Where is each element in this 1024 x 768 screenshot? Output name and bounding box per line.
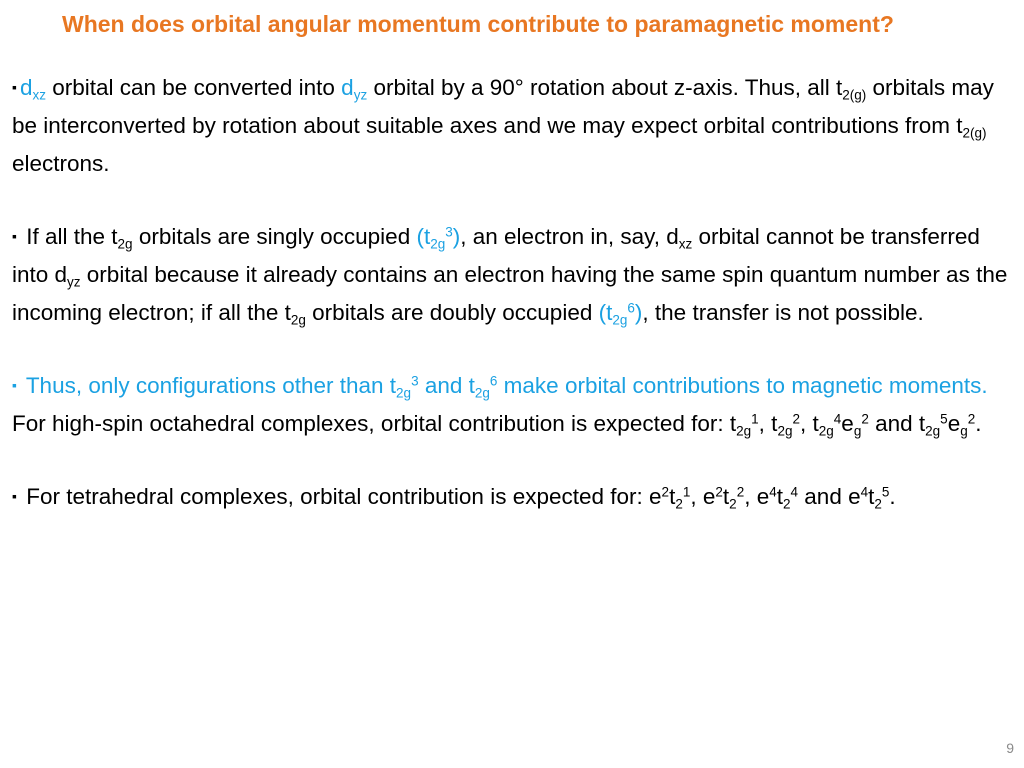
- slide-content: [12, 68, 1012, 550]
- paragraph-text: ▪ Thus, only configurations other than $t_{2g}^3$ and $t_{2g}^6$ make orbital contributions to magnetic moments. For high-spin octahedral complexes, orbital contribution is expected for: $t_{2g}^1$, $t_{2g}^2$, $t_{2g}^4e_g^2$ and $t_{2g}^5e_g^2$.: [12, 373, 988, 439]
- slide-title: When does orbital angular momentum contribute to paramagnetic moment?: [62, 11, 894, 37]
- highlighted-statement: ▪ Thus, only configurations other than $t_{2g}^3$ and $t_{2g}^6$ make orbital contributions to magnetic moments.: [12, 373, 988, 401]
- bullet-square-icon: ▪: [12, 377, 17, 393]
- paragraph-octahedral: [12, 366, 1012, 443]
- bullet-square-icon: ▪: [12, 228, 17, 244]
- page-number: 9: [1006, 740, 1014, 756]
- paragraph-rotation: [12, 68, 1012, 183]
- config-t2g6: $(t_{2g}^6)$: [598, 300, 643, 328]
- orbital-dxz: $d_{xz}$: [19, 75, 46, 103]
- paragraph-text: ▪ For tetrahedral complexes, orbital contribution is expected for: $e^2t_2^1$, $e^2t_2^2$, $e^4t_2^4$ and $e^4t_2^5$.: [12, 484, 896, 512]
- paragraph-tetrahedral: [12, 477, 1012, 516]
- paragraph-text: ▪ $d_{xz}$ orbital can be converted into $d_{yz}$ orbital by a 90° rotation about z-axis. Thus, all $t_{2(g)}$ orbitals may be interconverted by rotation about suitable axes and we may expect orbital contributions from $t_{2(g)}$ electrons.: [12, 75, 994, 176]
- paragraph-text: ▪ If all the $t_{2g}$ orbitals are singly occupied $(t_{2g}^3)$, an electron in, say, $d_{xz}$ orbital cannot be transferred into $d_{yz}$ orbital because it already contains an electron having the same spin quantum number as the incoming electron; if all the $t_{2g}$ orbitals are doubly occupied $(t_{2g}^6)$, the transfer is not possible.: [12, 224, 1008, 328]
- orbital-dyz: $d_{yz}$: [341, 75, 368, 103]
- paragraph-singly-occupied: [12, 217, 1012, 332]
- bullet-square-icon: ▪: [12, 79, 17, 95]
- config-t2g3: $(t_{2g}^3)$: [416, 224, 461, 252]
- bullet-square-icon: ▪: [12, 488, 17, 504]
